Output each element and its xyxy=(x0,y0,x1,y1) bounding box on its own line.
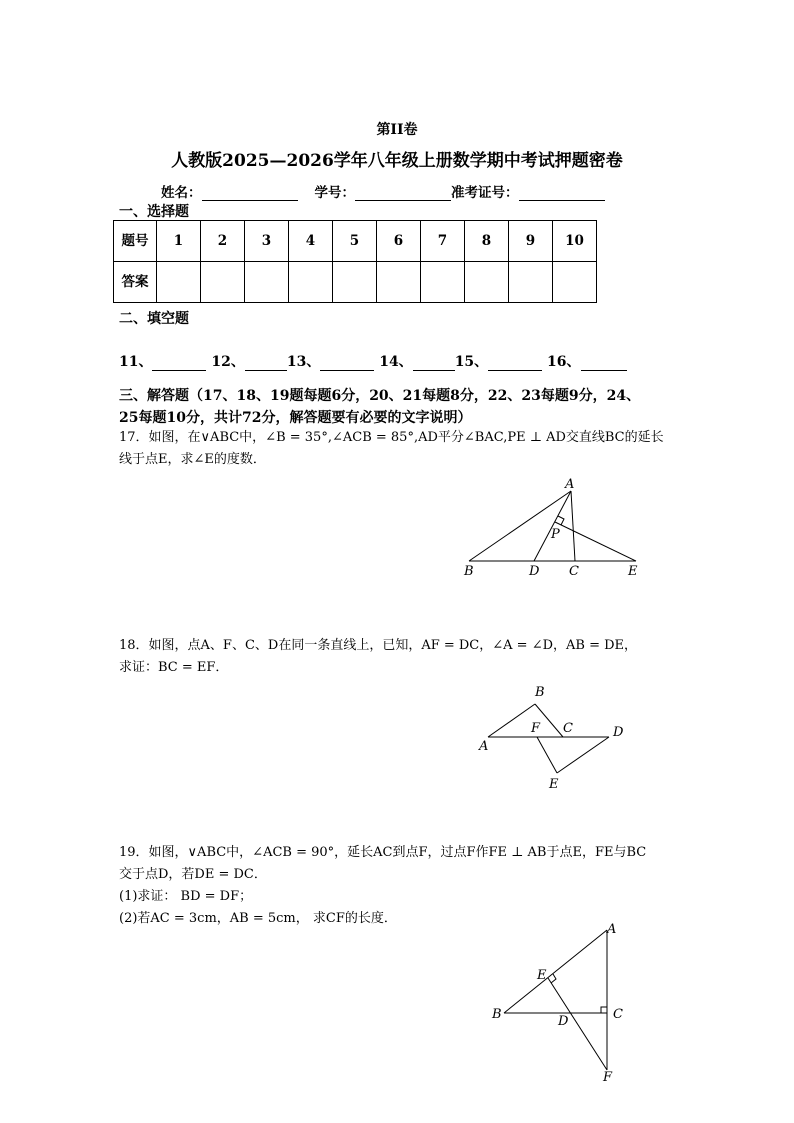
answer-cell[interactable] xyxy=(421,262,465,303)
label-f: F xyxy=(603,1070,613,1085)
row-label-answer: 答案 xyxy=(114,262,157,303)
answer-cell[interactable] xyxy=(553,262,597,303)
answer-cell[interactable] xyxy=(245,262,289,303)
exam-number-label: 准考证号： xyxy=(451,185,519,201)
answer-cell[interactable] xyxy=(333,262,377,303)
blank-label-12: 12、 xyxy=(211,354,245,370)
answer-cell[interactable] xyxy=(377,262,421,303)
question-number-cell: 6 xyxy=(377,221,421,262)
name-label: 姓名： xyxy=(161,185,202,201)
blank-label-11: 11、 xyxy=(119,354,153,370)
line-ba xyxy=(504,930,607,1013)
label-d: D xyxy=(613,725,624,740)
line-ef xyxy=(537,737,557,773)
answer-cell[interactable] xyxy=(289,262,333,303)
section-solve-heading-line1: 三、解答题（17、18、19题每题6分，20、21每题8分，22、23每题9分，24、 xyxy=(119,388,641,404)
blank-label-15: 15、 xyxy=(454,354,489,370)
blank-label-13: 13、 xyxy=(286,354,321,370)
label-p: P xyxy=(551,527,560,542)
label-d: D xyxy=(558,1014,569,1029)
student-info-row xyxy=(161,181,605,201)
blank-15[interactable] xyxy=(488,356,542,371)
q17-text-line2: 线于点E，求∠E的度数． xyxy=(119,452,266,467)
label-b: B xyxy=(464,564,474,579)
fill-blank-row xyxy=(119,351,627,371)
question-number-cell: 8 xyxy=(465,221,509,262)
question-number-cell: 3 xyxy=(245,221,289,262)
q19-text-line2: 交于点D，若DE = DC． xyxy=(119,867,267,882)
right-angle-mark-e xyxy=(551,974,556,983)
volume-label: 第II卷 xyxy=(376,122,418,138)
section-solve-heading-line2: 25每题10分，共计72分，解答题要有必要的文字说明） xyxy=(119,410,472,426)
student-id-label: 学号： xyxy=(314,185,355,201)
line-de xyxy=(557,737,609,773)
q19-part1: (1)求证： BD = DF； xyxy=(119,889,253,904)
blank-16[interactable] xyxy=(581,356,627,371)
q19-part2: (2)若AC = 3cm，AB = 5cm， 求CF的长度． xyxy=(119,911,397,926)
question-number-cell: 5 xyxy=(333,221,377,262)
label-d: D xyxy=(529,564,540,579)
label-e: E xyxy=(628,564,638,579)
line-ef xyxy=(548,978,607,1070)
question-number-cell: 4 xyxy=(289,221,333,262)
blank-14[interactable] xyxy=(413,356,455,371)
q18-text-line2: 求证：BC = EF． xyxy=(119,660,229,675)
question-number-cell: 10 xyxy=(553,221,597,262)
line-pe xyxy=(555,522,636,561)
q17-triangle-figure xyxy=(455,470,655,585)
label-a: A xyxy=(607,922,617,937)
label-c: C xyxy=(569,564,579,579)
q17-text-line1: 17．如图，在∨ABC中，∠B = 35°,∠ACB = 85°,AD平分∠BAC,PE ⊥ AD交直线BC的延长 xyxy=(119,430,664,445)
exam-title: 人教版2025—2026学年八年级上册数学期中考试押题密卷 xyxy=(171,151,623,171)
answer-cell[interactable] xyxy=(201,262,245,303)
section-choice-heading: 一、选择题 xyxy=(119,204,189,220)
q19-figure xyxy=(485,915,635,1085)
label-b: B xyxy=(535,685,545,700)
name-field[interactable] xyxy=(202,186,298,201)
exam-number-field[interactable] xyxy=(519,186,605,201)
label-f: F xyxy=(531,721,541,736)
line-ab xyxy=(488,704,535,737)
question-number-cell: 2 xyxy=(201,221,245,262)
table-row xyxy=(114,221,597,262)
blank-13[interactable] xyxy=(320,356,374,371)
blank-label-14: 14、 xyxy=(379,354,413,370)
row-label-question-number: 题号 xyxy=(114,221,157,262)
right-angle-mark-c xyxy=(601,1007,607,1013)
label-b: B xyxy=(492,1007,502,1022)
table-row xyxy=(114,262,597,303)
question-number-cell: 7 xyxy=(421,221,465,262)
answer-cell[interactable] xyxy=(509,262,553,303)
student-id-field[interactable] xyxy=(355,186,451,201)
label-c: C xyxy=(563,721,573,736)
q18-text-line1: 18．如图，点A、F、C、D在同一条直线上，已知，AF = DC，∠A = ∠D，AB = DE， xyxy=(119,638,638,653)
blank-label-16: 16、 xyxy=(547,354,581,370)
line-ad xyxy=(534,491,571,561)
q18-figure xyxy=(475,680,635,795)
answer-cell[interactable] xyxy=(465,262,509,303)
label-e: E xyxy=(537,968,547,983)
answer-table xyxy=(113,220,597,303)
question-number-cell: 1 xyxy=(157,221,201,262)
label-a: A xyxy=(479,739,489,754)
blank-12[interactable] xyxy=(245,356,287,371)
line-ac xyxy=(571,491,575,561)
blank-11[interactable] xyxy=(152,356,206,371)
q19-text-line1: 19．如图，∨ABC中，∠ACB = 90°，延长AC到点F，过点F作FE ⊥ AB于点E，FE与BC xyxy=(119,845,647,860)
question-number-cell: 9 xyxy=(509,221,553,262)
line-ba xyxy=(469,491,571,561)
label-a: A xyxy=(565,477,575,492)
label-e: E xyxy=(549,777,559,792)
section-fill-heading: 二、填空题 xyxy=(119,311,189,327)
label-c: C xyxy=(613,1007,623,1022)
answer-cell[interactable] xyxy=(157,262,201,303)
